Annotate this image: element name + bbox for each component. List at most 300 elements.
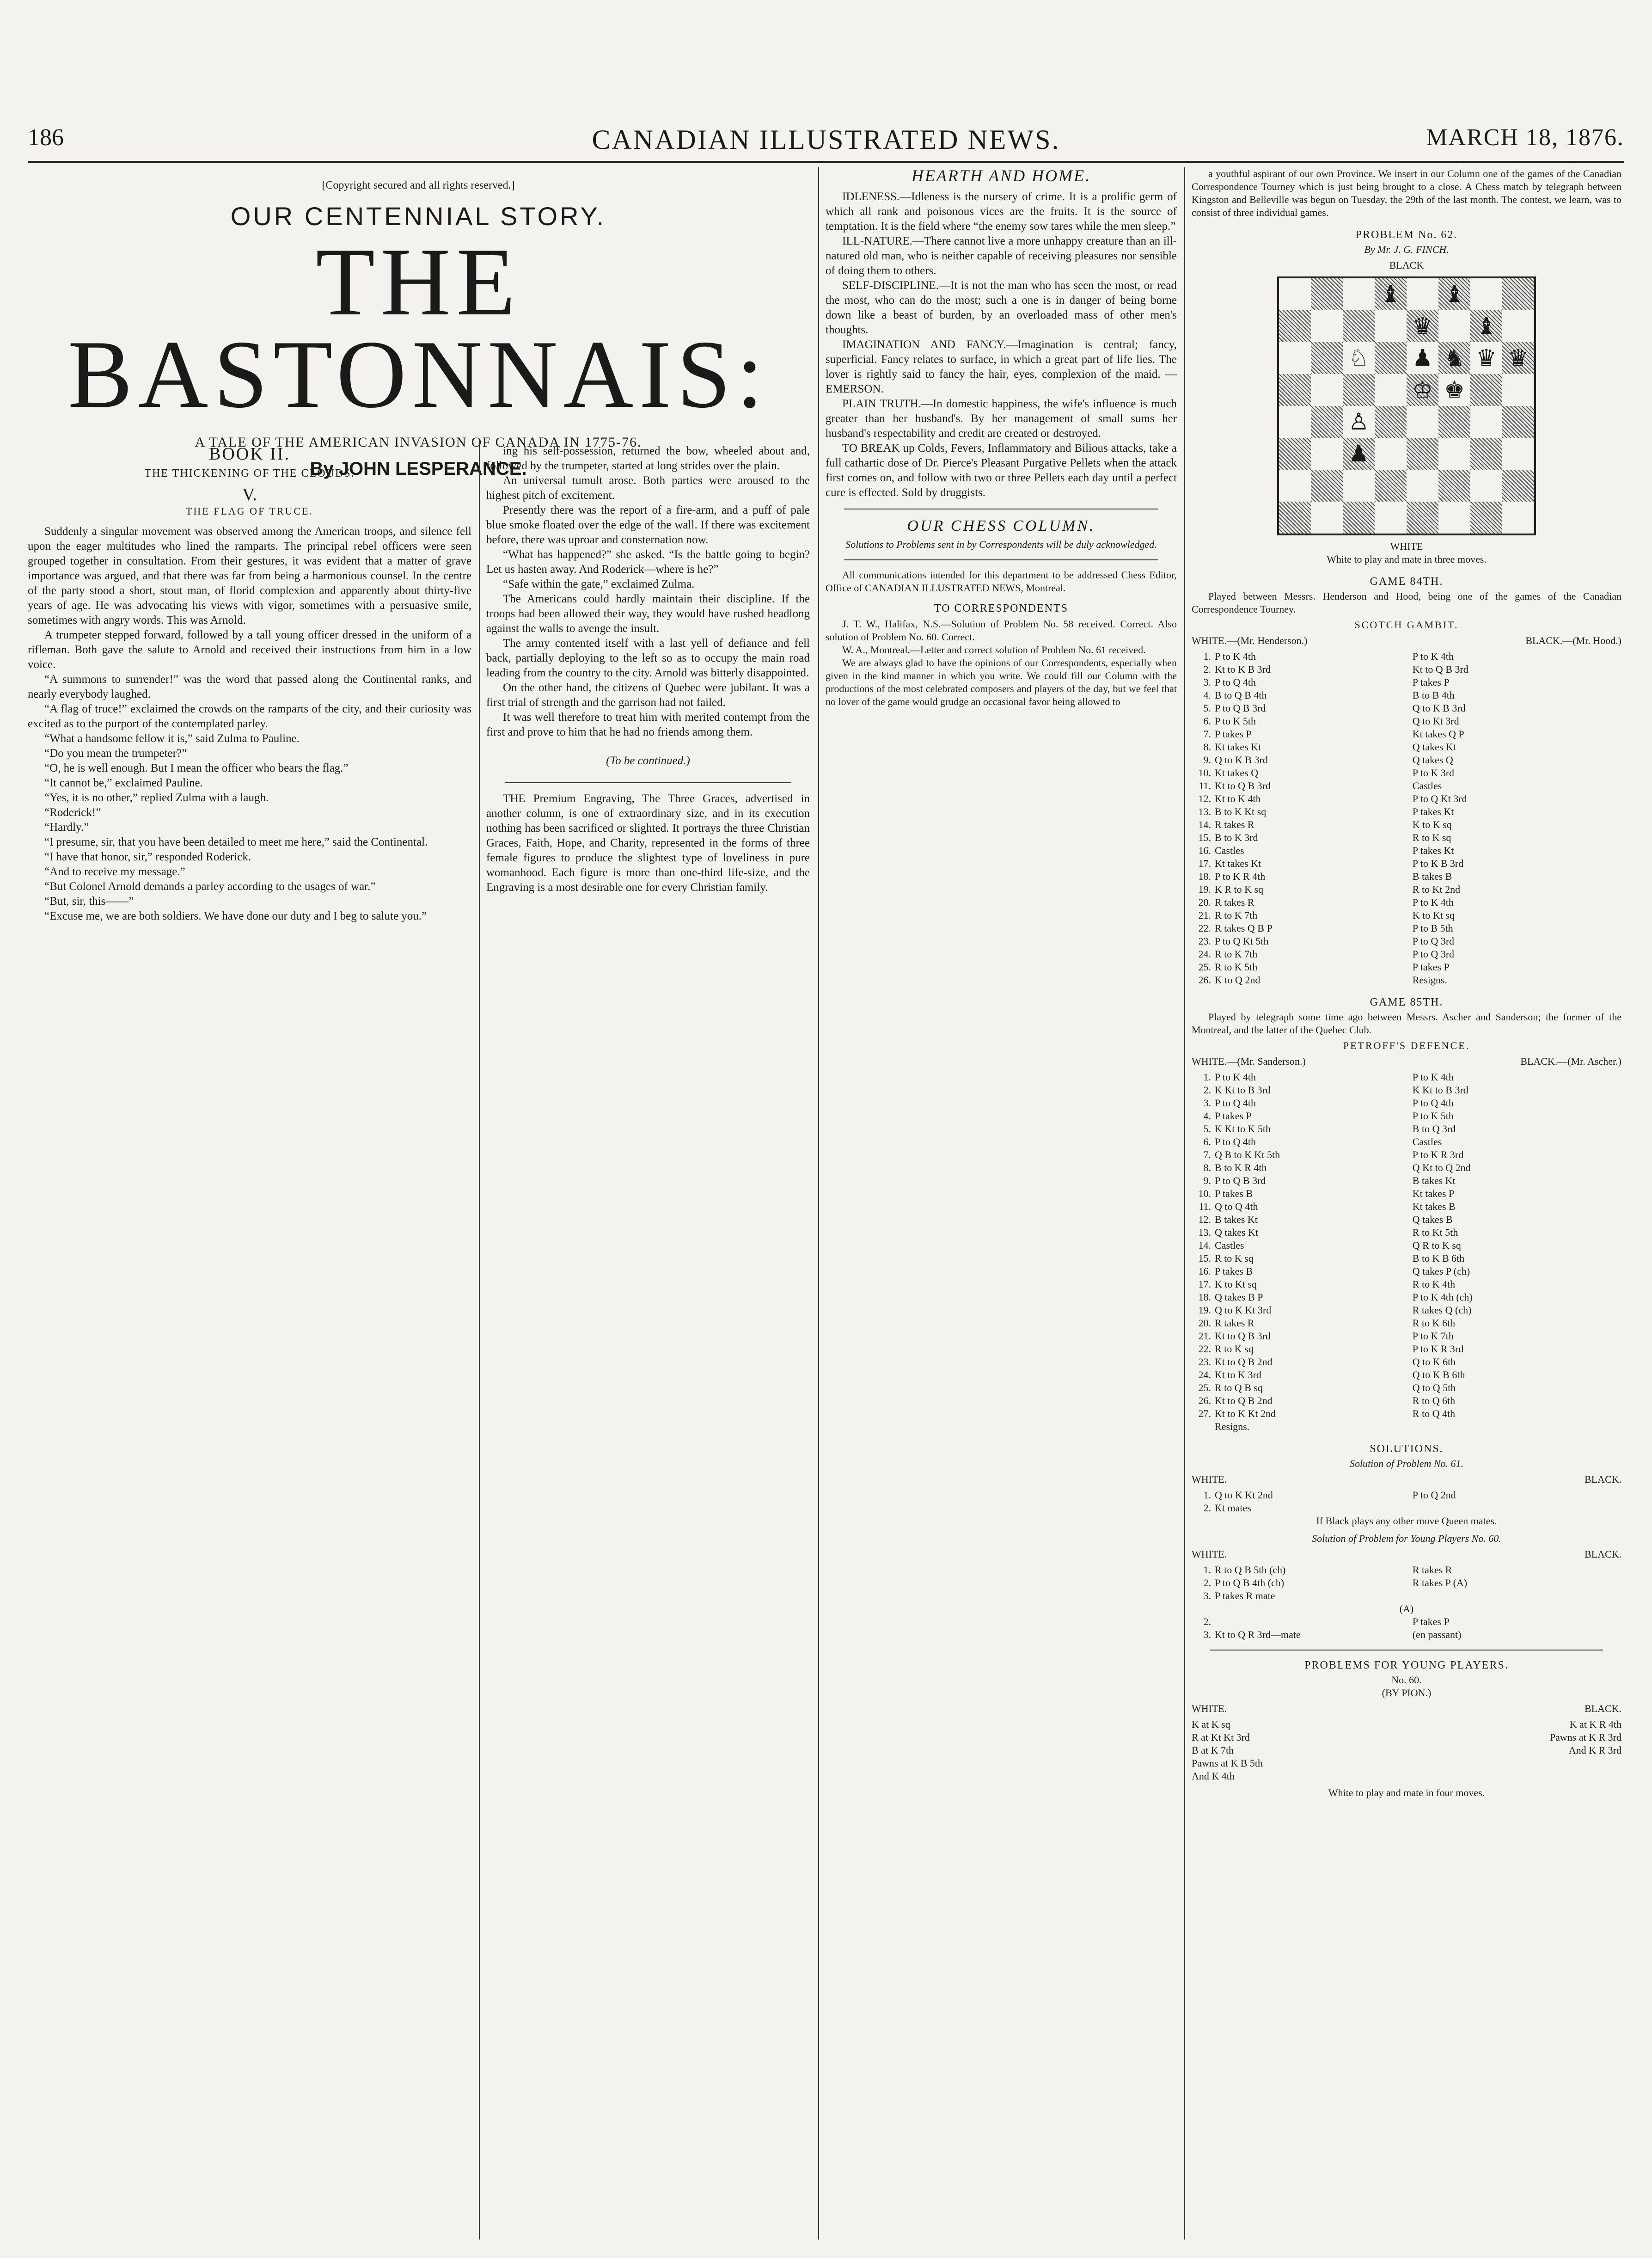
masthead (28, 124, 1624, 166)
chess-piece-icon: ♚ (1444, 376, 1465, 403)
board-square (1407, 470, 1438, 502)
white-move: Q B to K Kt 5th (1215, 1149, 1280, 1160)
board-square (1375, 470, 1407, 502)
paragraph: W. A., Montreal.—Letter and correct solution of Problem No. 61 received. (842, 644, 1146, 656)
move-row (1192, 1615, 1621, 1628)
chess-piece-icon: ♛ (1476, 344, 1497, 371)
board-square (1279, 374, 1311, 406)
story-header (28, 171, 809, 479)
correspondents-heading: TO CORRESPONDENTS (934, 602, 1069, 614)
paragraph: “Yes, it is no other,” replied Zulma with a laugh. (44, 792, 269, 804)
board-square (1375, 278, 1407, 310)
move-row (1192, 792, 1621, 805)
paragraph: A trumpeter stepped forward, followed by a tall young officer dressed in the uniform of a rifleman. Both gave the salute to Arnold and received their instructions from him in a low voice. (28, 629, 471, 671)
black-move: Q to Kt 3rd (1412, 715, 1459, 727)
move-row (1192, 1265, 1621, 1278)
move-row (1192, 779, 1621, 792)
solution61-table (1192, 1489, 1621, 1515)
black-move: K to Kt sq (1412, 909, 1455, 921)
copyright-note: [Copyright secured and all rights reserved.] (322, 179, 515, 191)
paragraph: An universal tumult arose. Both parties were aroused to the highest pitch of excitement. (486, 474, 810, 502)
move-number: 20. (1198, 1317, 1211, 1329)
move-number: 24. (1198, 948, 1211, 960)
white-move: Kt takes Kt (1215, 858, 1261, 869)
solution60-variation-label: (A) (1399, 1603, 1414, 1614)
board-square (1438, 278, 1470, 310)
solution60-variation-table (1192, 1615, 1621, 1641)
board-square (1438, 310, 1470, 342)
solutions-title: SOLUTIONS. (1370, 1443, 1444, 1455)
move-row (1192, 767, 1621, 779)
move-row (1192, 844, 1621, 857)
black-move: P to K B 3rd (1412, 858, 1464, 869)
white-move: Q takes B P (1215, 1291, 1263, 1303)
story-column-2 (486, 444, 810, 2238)
move-number: 8. (1203, 741, 1211, 753)
board-square (1311, 502, 1343, 534)
piece-line: R at Kt Kt 3rd (1192, 1731, 1250, 1743)
white-move: R to K sq (1215, 1343, 1254, 1355)
move-number: 23. (1198, 935, 1211, 947)
board-square (1279, 278, 1311, 310)
black-move: P to K R 3rd (1412, 1343, 1464, 1355)
solution61-title: Solution of Problem No. 61. (1349, 1458, 1464, 1469)
masthead-rule (28, 161, 1624, 163)
paragraph: “Safe within the gate,” exclaimed Zulma. (503, 578, 695, 590)
move-row (1192, 1628, 1621, 1641)
move-number: 27. (1198, 1408, 1211, 1419)
move-number: 11. (1199, 780, 1211, 792)
board-square (1407, 406, 1438, 438)
move-row (1192, 663, 1621, 676)
game1-opening: SCOTCH GAMBIT. (1354, 619, 1459, 631)
move-row (1192, 1148, 1621, 1161)
solution60-header (1192, 1548, 1621, 1561)
move-row (1192, 1502, 1621, 1515)
black-move: R takes Q (ch) (1412, 1304, 1472, 1316)
chess-intro: a youthful aspirant of our own Province. We insert in our Column one of the games of the Canadian Correspondence Tourney which is just being brought to a close. A Chess match by telegraph between Kingston and Belleville was begun on Tuesday, the 29th of the last month. The contest, we learn, was to consist of three individual games. (1192, 168, 1621, 218)
move-row (1192, 1252, 1621, 1265)
chess-piece-icon: ♛ (1508, 344, 1529, 371)
paragraph: Suddenly a singular movement was observed among the American troops, and silence fell upon the eager multitudes who lined the ramparts. The principal rebel officers were seen grouped together in consultation. From their gestures, it was evident that a matter of grave importance was argued, and that there was far from being a harmonious counsel. In the centre of the party stood a short, stout man, of florid complexion and apparently about thirty-five years of age. He was advocating his views with vigor, sometimes with a persuasive smile, sometimes with angry words. This was Arnold. (28, 525, 471, 626)
black-move: P to Q 2nd (1412, 1489, 1456, 1501)
white-move: B to K 3rd (1215, 832, 1258, 843)
black-move: P to B 5th (1412, 922, 1453, 934)
move-number: 10. (1198, 1188, 1211, 1199)
white-move: R to K 5th (1215, 961, 1258, 973)
move-number: 26. (1198, 1395, 1211, 1406)
section-rule (1210, 1650, 1603, 1651)
white-move: P to K 4th (1215, 650, 1256, 662)
sol-white-label: WHITE. (1192, 1473, 1227, 1485)
black-move: Castles (1412, 1136, 1442, 1147)
move-number: 17. (1198, 1278, 1211, 1290)
move-number: 2. (1203, 1577, 1211, 1589)
board-square (1407, 278, 1438, 310)
move-row (1192, 1381, 1621, 1394)
move-row (1192, 1174, 1621, 1187)
white-move: R to Q B sq (1215, 1382, 1263, 1393)
black-move: Q takes Kt (1412, 741, 1456, 753)
white-move: B takes Kt (1215, 1214, 1258, 1225)
white-move: Kt mates (1215, 1502, 1251, 1514)
young-problem-position (1192, 1718, 1621, 1783)
chess-piece-icon: ♟ (1412, 344, 1433, 371)
game2-moves-table (1192, 1071, 1621, 1433)
paragraph: SELF-DISCIPLINE.—It is not the man who has seen the most, or read the most, who can do the most; such a one is in danger of being borne down like a beast of burden, by an overloaded mass of other men's thoughts. (826, 279, 1177, 336)
move-row (1192, 935, 1621, 948)
black-move: Q R to K sq (1412, 1239, 1461, 1251)
black-move: Q to K B 3rd (1412, 702, 1466, 714)
move-row (1192, 754, 1621, 767)
young-black-label: BLACK. (1584, 1703, 1621, 1714)
solution61-header (1192, 1473, 1621, 1486)
move-number: 21. (1198, 909, 1211, 921)
story-subtitle: A TALE OF THE AMERICAN INVASION OF CANADA IN 1775-76. (195, 435, 642, 450)
board-square (1470, 310, 1502, 342)
hearth-title: HEARTH AND HOME. (911, 167, 1091, 185)
black-move: R to Kt 2nd (1412, 884, 1461, 895)
white-move: Q to K Kt 3rd (1215, 1304, 1272, 1316)
board-square (1502, 438, 1534, 470)
board-square (1438, 502, 1470, 534)
move-number: 3. (1203, 676, 1211, 688)
paragraph: It was well therefore to treat him with merited contempt from the first and prove to him that he had no friends among them. (486, 711, 810, 738)
chess-board (1277, 276, 1536, 535)
board-square (1438, 438, 1470, 470)
chess-board-wrap (1277, 276, 1536, 535)
paragraph: “Roderick!” (44, 806, 101, 819)
board-square (1502, 502, 1534, 534)
paragraph: IDLENESS.—Idleness is the nursery of crime. It is a prolific germ of which all rank and poisonous vices are the fruits. It is the source of temptation. It is the field where “the enemy sow tares while the men sleep.” (826, 190, 1177, 233)
move-row (1192, 1577, 1621, 1589)
chess-piece-icon: ♝ (1476, 313, 1497, 339)
black-move: R takes R (1412, 1564, 1452, 1576)
chess-column-title: OUR CHESS COLUMN. (907, 517, 1095, 534)
paragraph: PLAIN TRUTH.—In domestic happiness, the wife's influence is much greater than her husband's. By her management of small sums her husband's respectability and credit are created or destroyed. (826, 398, 1177, 440)
black-move: P takes Kt (1412, 806, 1454, 817)
book-subtitle: THE THICKENING OF THE CLOUDS. (144, 467, 355, 479)
black-move: B to B 4th (1412, 689, 1455, 701)
white-move: Kt to Q R 3rd—mate (1215, 1629, 1301, 1640)
move-row (1192, 1304, 1621, 1317)
paragraph: “Excuse me, we are both soldiers. We have done our duty and I beg to salute you.” (44, 910, 427, 922)
paragraph: “What a handsome fellow it is,” said Zulma to Pauline. (44, 732, 300, 745)
white-move: P takes P (1215, 1110, 1252, 1122)
communications-note: All communications intended for this department to be addressed Chess Editor, Office of CANADIAN ILLUSTRATED NEWS, Montreal. (826, 569, 1177, 594)
chess-piece-icon: ♝ (1444, 281, 1465, 307)
move-row (1192, 650, 1621, 663)
problem-title: PROBLEM No. 62. (1355, 229, 1458, 241)
chess-problems-column (1192, 167, 1621, 2229)
story-author: By JOHN LESPERANCE. (310, 459, 527, 479)
black-move: R to K 6th (1412, 1317, 1456, 1329)
move-number: 16. (1198, 845, 1211, 856)
black-move: P to K 5th (1412, 1110, 1454, 1122)
move-row (1192, 1161, 1621, 1174)
move-number: 13. (1198, 1227, 1211, 1238)
black-move: K Kt to B 3rd (1412, 1084, 1468, 1096)
move-row (1192, 1187, 1621, 1200)
move-row (1192, 1123, 1621, 1135)
game2-description: Played by telegraph some time ago between Messrs. Ascher and Sanderson; the former of the Montreal, and the latter of the Quebec Club. (1192, 1011, 1621, 1036)
move-number: 1. (1203, 1489, 1211, 1501)
white-move: Kt to Q B 2nd (1215, 1395, 1273, 1406)
paragraph: We are always glad to have the opinions of our Correspondents, especially when given in the kind manner in which you write. We could fill our Column with the productions of the most celebrated composers and players of the day, but we feel that no lover of the game would grudge an occasional favor being allowed to (826, 657, 1177, 707)
board-square (1502, 278, 1534, 310)
board-square (1502, 310, 1534, 342)
board-square (1470, 278, 1502, 310)
game2-black-head: BLACK.—(Mr. Ascher.) (1520, 1055, 1621, 1067)
young-black-pieces (1550, 1718, 1621, 1783)
move-row (1192, 961, 1621, 974)
piece-line: Pawns at K B 5th (1192, 1757, 1263, 1769)
board-square (1343, 470, 1375, 502)
white-move: Kt to K Kt 2nd (1215, 1408, 1276, 1419)
board-square (1343, 278, 1375, 310)
move-row (1192, 1356, 1621, 1368)
chess-piece-icon: ♔ (1412, 376, 1433, 403)
board-square (1502, 374, 1534, 406)
white-move: Castles (1215, 1239, 1244, 1251)
white-move: R to K 7th (1215, 948, 1258, 960)
move-number: 15. (1198, 1252, 1211, 1264)
move-row (1192, 1200, 1621, 1213)
black-move: B to K B 6th (1412, 1252, 1465, 1264)
white-move: P takes P (1215, 728, 1252, 740)
problem-instruction: White to play and mate in three moves. (1327, 553, 1487, 565)
board-square (1279, 502, 1311, 534)
paragraph: ing his self-possession, returned the bow, wheeled about and, followed by the trumpeter, started at long strides over the plain. (486, 445, 810, 472)
paragraph: “I presume, sir, that you have been detailed to meet me here,” said the Continental. (44, 836, 428, 848)
black-move: Q takes Q (1412, 754, 1453, 766)
white-move: B to Q B 4th (1215, 689, 1267, 701)
premium-engraving-notice: THE Premium Engraving, The Three Graces, advertised in another column, is one of extraordinary size, and in its execution nothing has been sacrificed or slighted. It portrays the three Christian Graces, Faith, Hope, and Charity, represented in the forms of three female figures to produce the slightest type of loveliness in pure womanhood. Each figure is more than one-third life-size, and the Engraving is a most desirable one for every Christian family. (486, 792, 810, 894)
board-square (1407, 310, 1438, 342)
move-row (1192, 1135, 1621, 1148)
move-number: 4. (1203, 1110, 1211, 1122)
move-row (1192, 702, 1621, 715)
black-move: P to K 4th (1412, 650, 1454, 662)
move-number: 2. (1203, 1616, 1211, 1627)
move-row (1192, 805, 1621, 818)
move-number: 9. (1203, 1175, 1211, 1186)
series-title: OUR CENTENNIAL STORY. (230, 202, 606, 231)
white-move: Kt to K 4th (1215, 793, 1261, 804)
game1-white-head: WHITE.—(Mr. Henderson.) (1192, 635, 1308, 646)
move-row (1192, 1589, 1621, 1602)
white-move: P to Q Kt 5th (1215, 935, 1269, 947)
move-row (1192, 1343, 1621, 1356)
move-row (1192, 1110, 1621, 1123)
column-divider (1184, 167, 1185, 2240)
piece-line: K at K R 4th (1569, 1718, 1621, 1730)
chess-piece-icon: ♟ (1348, 440, 1369, 467)
piece-line: And K 4th (1192, 1770, 1235, 1782)
book-heading: BOOK II. (209, 444, 290, 464)
move-row (1192, 883, 1621, 896)
move-row (1192, 1564, 1621, 1577)
page-number: 186 (28, 124, 64, 151)
chess-piece-icon: ♘ (1348, 344, 1369, 371)
move-number: 20. (1198, 896, 1211, 908)
story-column-1 (28, 444, 471, 2238)
white-move: P to Q B 3rd (1215, 702, 1266, 714)
chess-piece-icon: ♛ (1412, 313, 1433, 339)
move-number: 1. (1203, 1071, 1211, 1083)
paragraph: “But, sir, this——” (44, 895, 134, 908)
move-row (1192, 728, 1621, 741)
white-move: P takes B (1215, 1265, 1253, 1277)
black-move: P to Q Kt 3rd (1412, 793, 1467, 804)
paragraph: “It cannot be,” exclaimed Pauline. (44, 777, 203, 789)
white-move: Kt takes Kt (1215, 741, 1261, 753)
paragraph: The army contented itself with a last yell of defiance and fell back, partially deploying to the left so as to occupy the main road leading from the country to the city. Arnold was bitterly disappointed. (486, 637, 810, 679)
move-number: 22. (1198, 1343, 1211, 1355)
move-number: 13. (1198, 806, 1211, 817)
black-move: Q to K B 6th (1412, 1369, 1465, 1381)
move-row (1192, 1278, 1621, 1291)
board-square (1470, 374, 1502, 406)
move-row (1192, 1213, 1621, 1226)
white-label: WHITE (1390, 540, 1423, 552)
black-move: B takes Kt (1412, 1175, 1456, 1186)
paragraph: “O, he is well enough. But I mean the officer who bears the flag.” (44, 762, 349, 774)
game1-header (1192, 634, 1621, 647)
black-move: R to K 4th (1412, 1278, 1456, 1290)
move-number: 18. (1198, 871, 1211, 882)
board-square (1279, 438, 1311, 470)
board-square (1311, 342, 1343, 374)
white-move: R takes Q B P (1215, 922, 1273, 934)
white-move: P to K R 4th (1215, 871, 1266, 882)
move-number: 4. (1203, 689, 1211, 701)
move-number: 7. (1203, 728, 1211, 740)
hearth-chess-column (826, 167, 1177, 2229)
paragraph: J. T. W., Halifax, N.S.—Solution of Problem No. 58 received. Correct. Also solution of Problem No. 60. Correct. (826, 618, 1177, 643)
board-square (1343, 406, 1375, 438)
black-move: Q Kt to Q 2nd (1412, 1162, 1471, 1173)
young-players-title: PROBLEMS FOR YOUNG PLAYERS. (1304, 1659, 1509, 1671)
move-number: 15. (1198, 832, 1211, 843)
black-move: P to Q 3rd (1412, 935, 1455, 947)
board-square (1375, 438, 1407, 470)
sol60-black-label: BLACK. (1584, 1548, 1621, 1560)
black-move (1413, 1502, 1621, 1515)
black-move (1413, 1420, 1621, 1433)
board-square (1438, 406, 1470, 438)
black-move: P takes P (1412, 961, 1450, 973)
black-move: Q takes B (1412, 1214, 1453, 1225)
board-square (1407, 438, 1438, 470)
game1-description: Played between Messrs. Henderson and Hood, being one of the games of the Canadian Correspondence Tourney. (1192, 590, 1621, 615)
chapter-number: V. (242, 485, 257, 504)
black-move: P to K R 3rd (1412, 1149, 1464, 1160)
solution60-title: Solution of Problem for Young Players No. 60. (1312, 1533, 1501, 1544)
move-number: 24. (1198, 1369, 1211, 1381)
sol-black-label: BLACK. (1584, 1473, 1621, 1485)
board-square (1407, 502, 1438, 534)
white-move: K Kt to K 5th (1215, 1123, 1271, 1135)
board-square (1502, 342, 1534, 374)
paragraph: “And to receive my message.” (44, 865, 185, 878)
move-row (1192, 896, 1621, 909)
paragraph: “Do you mean the trumpeter?” (44, 747, 187, 760)
move-number: 2. (1203, 663, 1211, 675)
paragraph: “What has happened?” she asked. “Is the battle going to begin? Let us hasten away. And Roderick—where is he?” (486, 548, 810, 576)
black-move: Kt to Q B 3rd (1412, 663, 1468, 675)
white-move: Kt to Q B 2nd (1215, 1356, 1273, 1368)
board-square (1438, 470, 1470, 502)
black-move: Kt takes P (1412, 1188, 1455, 1199)
move-number: 19. (1198, 1304, 1211, 1316)
move-row (1192, 1097, 1621, 1110)
black-move: R to Q 4th (1412, 1408, 1456, 1419)
move-row (1192, 1489, 1621, 1502)
white-move: Q to K Kt 2nd (1215, 1489, 1273, 1501)
move-number: 7. (1203, 1149, 1211, 1160)
white-move: R to Q B 5th (ch) (1215, 1564, 1286, 1576)
game2-header (1192, 1055, 1621, 1068)
board-square (1375, 502, 1407, 534)
game1-black-head: BLACK.—(Mr. Hood.) (1525, 635, 1621, 646)
move-number: 12. (1198, 793, 1211, 804)
board-square (1311, 470, 1343, 502)
white-move: P takes R mate (1215, 1590, 1275, 1601)
correspondents-text (826, 618, 1177, 708)
move-number: 3. (1203, 1629, 1211, 1640)
board-square (1470, 406, 1502, 438)
black-move: Resigns. (1412, 974, 1447, 986)
young-problem-number: No. 60. (1391, 1674, 1422, 1686)
board-square (1470, 502, 1502, 534)
white-move: P to K 4th (1215, 1071, 1256, 1083)
white-move (1215, 1615, 1413, 1628)
move-row (1192, 1239, 1621, 1252)
chess-piece-icon: ♝ (1380, 281, 1401, 307)
paragraph: “I have that honor, sir,” responded Roderick. (44, 851, 251, 863)
move-number: 25. (1198, 1382, 1211, 1393)
white-move: R takes R (1215, 819, 1254, 830)
move-row (1192, 1420, 1621, 1433)
solution60-table (1192, 1564, 1621, 1602)
young-problem-author: (BY PION.) (1382, 1687, 1432, 1699)
white-move: K R to K sq (1215, 884, 1264, 895)
story-text-1 (28, 524, 471, 924)
paragraph: ILL-NATURE.—There cannot live a more unhappy creature than an ill-natured old man, who is neither capable of receiving pleasures nor sensible of doing them to others. (826, 235, 1177, 277)
move-row (1192, 974, 1621, 987)
white-move: P to K 5th (1215, 715, 1256, 727)
move-number: 26. (1198, 974, 1211, 986)
board-square (1438, 374, 1470, 406)
chapter-title: THE FLAG OF TRUCE. (185, 505, 314, 517)
hearth-text (826, 190, 1177, 500)
move-number: 11. (1199, 1201, 1211, 1212)
sol60-white-label: WHITE. (1192, 1548, 1227, 1560)
black-move: Castles (1412, 780, 1442, 792)
problem-author: By Mr. J. G. FINCH. (1364, 244, 1449, 255)
board-square (1375, 342, 1407, 374)
young-white-pieces (1192, 1718, 1263, 1783)
piece-line: Pawns at K R 3rd (1549, 1731, 1621, 1743)
board-square (1407, 342, 1438, 374)
black-move: P takes Kt (1412, 845, 1454, 856)
board-square (1279, 342, 1311, 374)
board-square (1407, 374, 1438, 406)
move-number: 22. (1198, 922, 1211, 934)
board-square (1375, 374, 1407, 406)
board-square (1311, 406, 1343, 438)
